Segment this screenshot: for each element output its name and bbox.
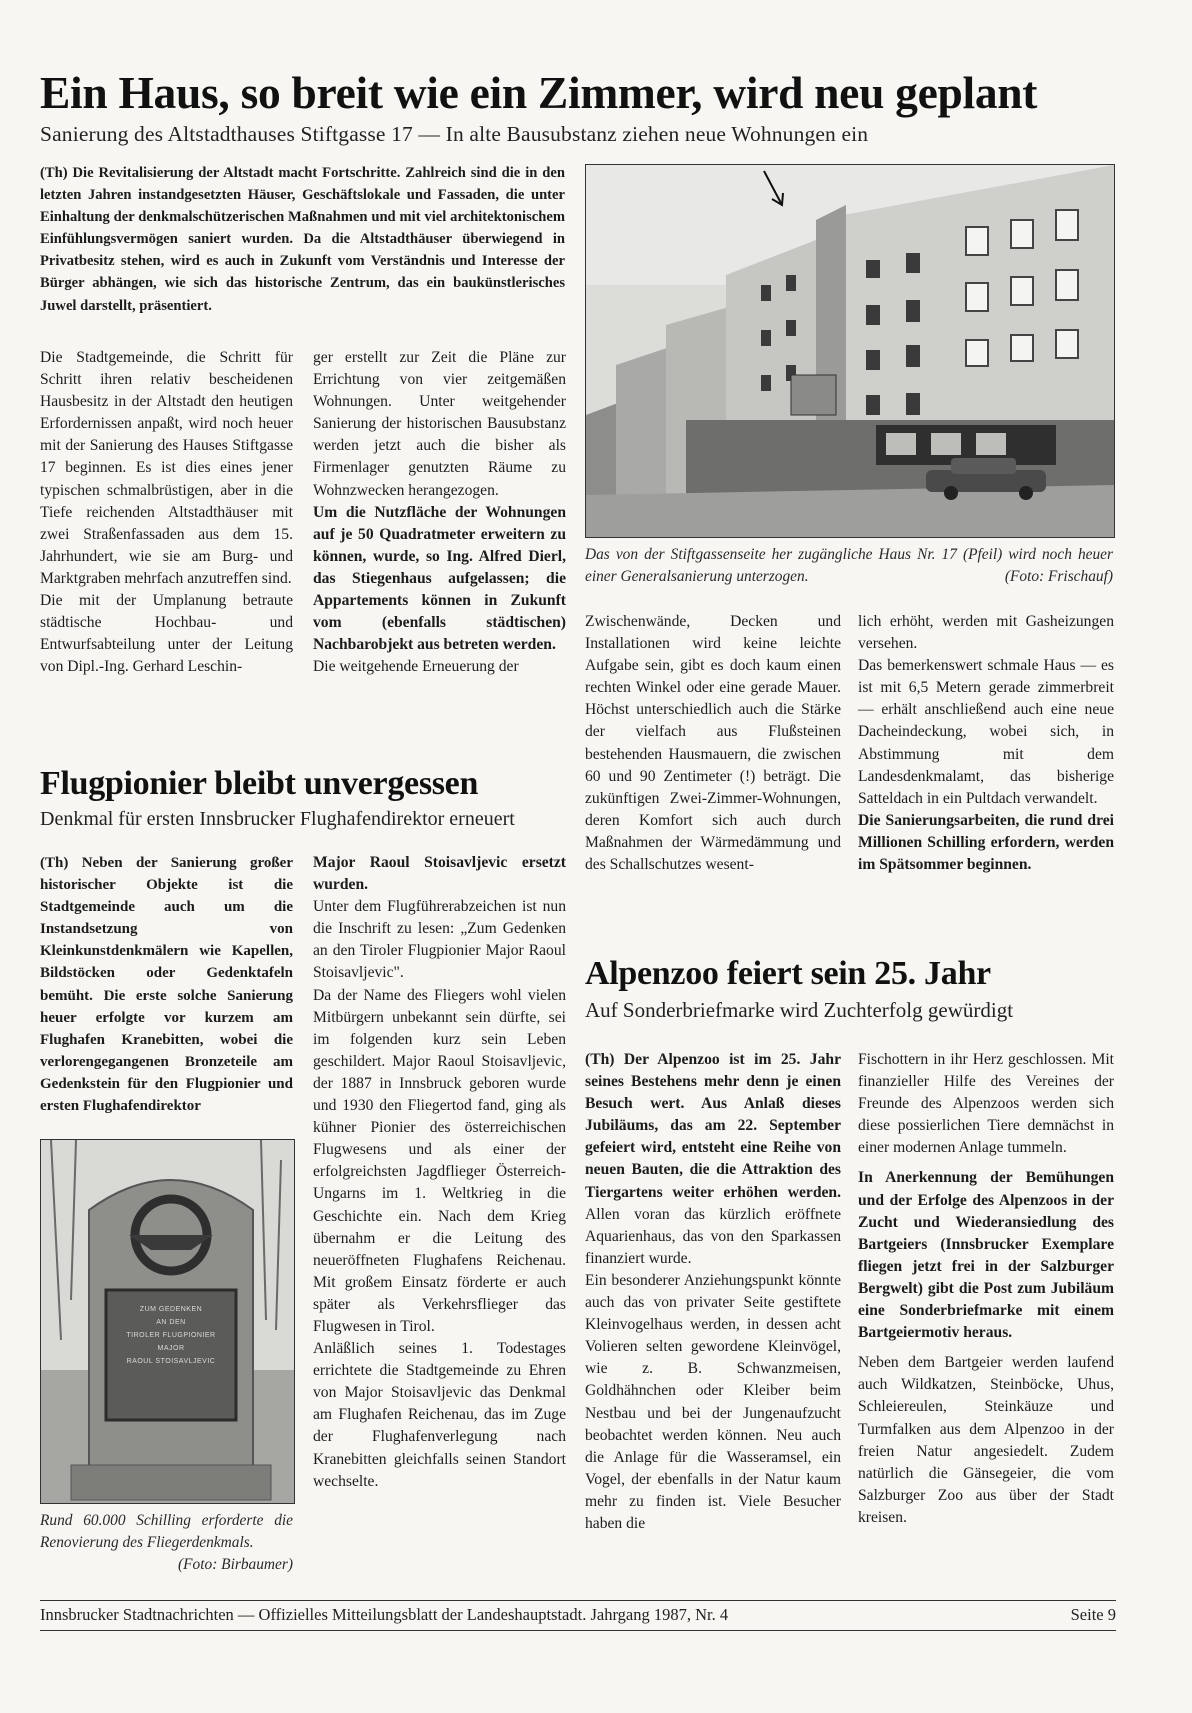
article2-col2-paragraph: Da der Name des Fliegers wohl vielen Mitbürgern unbekannt sein dürfte, sei im folgenden kurz sein Leben geschildert. Major Raoul Stoisavljevic, der 1887 in Innsbruck geboren wurde und 1930 den Fliegertod fand, ging als kühner Pionier des österreichischen Flugwesens und als einer der erfolgreichsten Jagdflieger Österreich-Ungarns im 1. Weltkrieg in die Geschichte ein. Nach dem Krieg übernahm er die Leitung des neueröffneten Flughafens Reichenau. Mit großem Einsatz förderte er auch später als Verkehrsflieger das Flugwesen in Tirol. bbox=[313, 986, 566, 1335]
article1-column-2 bbox=[313, 347, 566, 678]
article1-col4-paragraph: Das bemerkenswert schmale Haus — es ist mit 6,5 Metern gerade zimmerbreit — erhält anschließend auch eine neue Dacheindeckung, wobei sich, in Abstimmung mit dem Landesdenkmalamt, das bisherige Satteldach in ein Pultdach verwandelt. bbox=[858, 657, 1114, 807]
article1-col1-paragraph: Die mit der Umplanung betraute städtische Hochbau- und Entwurfsabteilung unter der Leitung von Dipl.-Ing. Gerhard Leschin- bbox=[40, 592, 293, 676]
article1-subtitle: Sanierung des Altstadthauses Stiftgasse 17 — In alte Bausubstanz ziehen neue Wohnungen ein bbox=[40, 122, 869, 146]
article1-col2-paragraph: Die weitgehende Erneuerung der bbox=[313, 658, 519, 676]
stiftgasse-photo bbox=[585, 164, 1115, 538]
stiftgasse-photo-caption bbox=[585, 544, 1113, 588]
article3-title: Alpenzoo feiert sein 25. Jahr bbox=[585, 955, 991, 992]
article1-col4-paragraph: lich erhöht, werden mit Gasheizungen versehen. bbox=[858, 613, 1114, 653]
footer-page-number: Seite 9 bbox=[1070, 1605, 1116, 1624]
article2-col1-bold: (Th) Neben der Sanierung großer historischer Objekte ist die Stadtgemeinde auch um die Instandsetzung von Kleinkunstdenkmälern wie Kapellen, Bildstöcken oder Gedenktafeln bemüht. Die erste solche Sanierung heuer erfolgte vor kurzem am Flughafen Kranebitten, wobei die verlorengegangenen Bronzeteile am Gedenkstein für den Flugpionier und ersten Flughafendirektor bbox=[40, 855, 293, 1115]
article3-subtitle: Auf Sonderbriefmarke wird Zuchterfolg gewürdigt bbox=[585, 998, 1014, 1022]
plaque-line: RAOUL STOISAVLJEVIC bbox=[126, 1358, 216, 1365]
plaque-line: TIROLER FLUGPIONIER bbox=[126, 1332, 216, 1339]
photo-credit: (Foto: Frischauf) bbox=[1004, 568, 1113, 585]
page-footer bbox=[40, 1605, 1116, 1625]
article1-col3-paragraph: Zwischenwände, Decken und Installationen wird keine leichte Aufgabe sein, gibt es doch kaum einen rechten Winkel oder eine gerade Mauer. Höchst unterschiedlich auch die Stärke der vielfach aus Flußsteinen bestehenden Hausmauern, die zwischen 60 und 90 Zentimeter (!) beträgt. Die zukünftigen Zwei-Zimmer-Wohnungen, deren Komfort sich auch durch Maßnahmen der Wärmedämmung und des Schallschutzes wesent- bbox=[585, 613, 841, 874]
footer-rule-top bbox=[40, 1600, 1116, 1601]
article1-title: Ein Haus, so breit wie ein Zimmer, wird neu geplant bbox=[40, 67, 1038, 118]
article2-col2-paragraph: Anläßlich seines 1. Todestages errichtete die Stadtgemeinde zu Ehren von Major Stoisavljevic das Denkmal am Flughafen Reichenau, das im Zuge der Flughafenverlegung nach Kranebitten gleichfalls seinen Standort wechselte. bbox=[313, 1340, 566, 1490]
article3-col2-paragraph: Neben dem Bartgeier werden laufend auch Wildkatzen, Steinböcke, Uhus, Schleiereulen, Steinkäuze und Turmfalken aus dem Alpenzoo in der freien Natur angesiedelt. Zudem natürlich die Gänsegeier, die vom Salzburger Zoo aus über der Stadt kreisen. bbox=[858, 1354, 1114, 1526]
building-illustration bbox=[586, 165, 1114, 537]
photo-credit: (Foto: Birbaumer) bbox=[178, 1556, 293, 1573]
footer-publication: Innsbrucker Stadtnachrichten — Offizielles Mitteilungsblatt der Landeshauptstadt. Jahrgang 1987, Nr. 4 bbox=[40, 1605, 729, 1624]
article2-column-1 bbox=[40, 852, 293, 1117]
article3-col2-bold: In Anerkennung der Bemühungen und der Erfolge des Alpenzoos in der Zucht und Wiederansiedlung des Bartgeiers (Innsbrucker Exemplare fliegen jetzt frei in der Salzburger Bergwelt) gibt die Post zum Jubiläum eine Sonderbriefmarke mit einem Bartgeiermotiv heraus. bbox=[858, 1169, 1114, 1342]
memorial-photo-caption bbox=[40, 1510, 293, 1576]
article3-column-1 bbox=[585, 1049, 841, 1535]
article2-subtitle: Denkmal für ersten Innsbrucker Flughafendirektor erneuert bbox=[40, 808, 515, 830]
article3-col1-paragraph: Allen voran das kürzlich eröffnete Aquarienhaus, das von den Sparkassen finanziert wurde. bbox=[585, 1205, 841, 1267]
caption-text: Rund 60.000 Schilling erforderte die Renovierung des Fliegerdenkmals. bbox=[40, 1512, 293, 1551]
article1-col4-bold: Die Sanierungsarbeiten, die rund drei Millionen Schilling erfordern, werden im Spätsommer beginnen. bbox=[858, 811, 1114, 874]
footer-rule-bottom bbox=[40, 1630, 1116, 1631]
memorial-plaque-inscription bbox=[106, 1303, 236, 1368]
article3-column-2 bbox=[858, 1049, 1114, 1529]
article1-col1-paragraph: Die Stadtgemeinde, die Schritt für Schritt ihren relativ bescheidenen Hausbesitz in der Altstadt den heutigen Erfordernissen anpaßt, wird noch heuer mit der Sanierung des Hauses Stiftgasse 17 beginnen. Es ist dies eines jener typischen schmalbrüstigen, aber in die Tiefe reichenden Altstadthäuser mit zwei Straßenfassaden aus dem 15. Jahrhundert, wie sie am Burg- und Marktgraben mehrfach anzutreffen sind. bbox=[40, 349, 293, 587]
article2-title: Flugpionier bleibt unvergessen bbox=[40, 765, 479, 802]
article1-column-1 bbox=[40, 347, 293, 678]
article3-col1-paragraph: Ein besonderer Anziehungspunkt könnte auch das von privater Seite gestiftete Kleinvogelhaus werden, in dessen acht Volieren selten gewordene Kleinvögel, wie z. B. Schwanzmeisen, Goldhähnchen oder Kleiber beim Nestbau und bei der Jungenaufzucht beobachtet werden können. Neu auch die Anlage für die Wasseramsel, ein Vogel, der ebenfalls in der Natur kaum mehr zu finden ist. Viele Besucher haben die bbox=[585, 1271, 841, 1532]
article1-column-4 bbox=[858, 611, 1114, 876]
plaque-line: ZUM GEDENKEN bbox=[139, 1306, 203, 1313]
article3-col2-paragraph: Fischottern in ihr Herz geschlossen. Mit finanzieller Hilfe des Vereines der Freunde des Alpenzoos werden sich diese possierlichen Tiere demnächst in einer modernen Anlage tummeln. bbox=[858, 1051, 1114, 1157]
article1-col2-bold: Um die Nutzfläche der Wohnungen auf je 50 Quadratmeter erweitern zu können, wurde, so Ing. Alfred Dierl, das Stiegenhaus aufgelassen; die Appartements können in Zukunft vom (ebenfalls städtischen) Nachbarobjekt aus betreten werden. bbox=[313, 503, 566, 654]
caption-text: Das von der Stiftgassenseite her zugängliche Haus Nr. 17 (Pfeil) wird noch heuer einer Generalsanierung unterzogen. bbox=[585, 546, 1113, 585]
plaque-line: AN DEN bbox=[156, 1319, 186, 1326]
article2-col2-bold: Major Raoul Stoisavljevic ersetzt wurden. bbox=[313, 854, 566, 894]
article1-lead: (Th) Die Revitalisierung der Altstadt macht Fortschritte. Zahlreich sind die in den letzten Jahren instandgesetzten Häuser, Geschäftslokale und Fassaden, die unter Einhaltung der denkmalschützerischen Maßnahmen und mit viel architektonischem Einfühlungsvermögen saniert wurden. Da die Altstadthäuser überwiegend in Privatbesitz stehen, wird es auch in Zukunft vom Verständnis und Interesse der Bürger abhängen, wie sich das historische Zentrum, das ein baukünstlerisches Juwel darstellt, präsentiert. bbox=[40, 165, 565, 314]
article2-col2-paragraph: Unter dem Flugführerabzeichen ist nun die Inschrift zu lesen: „Zum Gedenken an den Tiroler Flugpionier Major Raoul Stoisavljevic". bbox=[313, 898, 566, 982]
article1-col2-paragraph: ger erstellt zur Zeit die Pläne zur Errichtung von vier zeitgemäßen Wohnungen. Unter weitgehender Sanierung der historischen Bausubstanz werden jetzt auch die bisher als Firmenlager genutzten Räume zu Wohnzwecken herangezogen. bbox=[313, 349, 566, 499]
article2-column-2 bbox=[313, 852, 566, 1493]
memorial-photo bbox=[40, 1139, 295, 1504]
article1-column-3 bbox=[585, 611, 841, 876]
plaque-line: MAJOR bbox=[157, 1345, 185, 1352]
article3-col1-bold: (Th) Der Alpenzoo ist im 25. Jahr seines Bestehens mehr denn je einen Besuch wert. Aus Anlaß dieses Jubiläums, das am 22. September gefeiert wird, entsteht eine Reihe von neuen Bauten, die die Attraktion des Tiergartens weiter erhöhen werden. bbox=[585, 1051, 841, 1201]
